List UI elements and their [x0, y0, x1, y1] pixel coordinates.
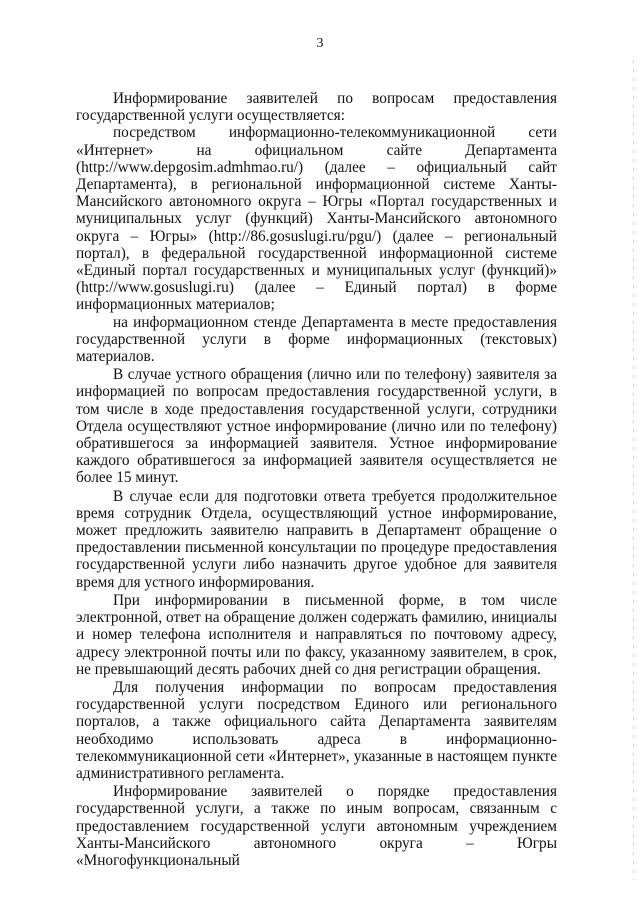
scan-edge-artifact — [633, 60, 634, 880]
paragraph-stand: на информационном стенде Департамента в месте предоставления государственной услуги в форме информационных (текстовых) материалов. — [76, 313, 557, 366]
page-number: 3 — [316, 36, 324, 51]
paragraph-long-answer: В случае если для подготовки ответа требуется продолжительное время сотрудник Отдела, осуществляющий устное информирование, может предложить заявителю направить в Департамент обращение о предоставлении письменной консультации по процедуре предоставления государственной услуги либо назначить другое удобное для заявителя время для устного информирования. — [76, 487, 557, 591]
paragraph-intro: Информирование заявителей по вопросам предоставления государственной услуги осуществляется: — [76, 90, 557, 125]
paragraph-written: При информировании в письменной форме, в том числе электронной, ответ на обращение должен содержать фамилию, инициалы и номер телефона исполнителя и направляться по почтовому адресу, адресу электронной почты или по факсу, указанному заявителем, в срок, не превышающий десять рабочих дней со дня регистрации обращения. — [76, 591, 557, 678]
document-body — [76, 90, 557, 869]
paragraph-portals: Для получения информации по вопросам предоставления государственной услуги посредством Единого или регионального порталов, а также официального сайта Департамента заявителям необходимо использовать адреса в информационно-телекоммуникационной сети «Интернет», указанные в настоящем пункте административного регламента. — [76, 678, 557, 782]
paragraph-oral: В случае устного обращения (лично или по телефону) заявителя за информацией по вопросам предоставления государственной услуги, в том числе в ходе предоставления государственной услуги, сотрудники Отдела осуществляют устное информирование (лично или по телефону) обратившегося за информацией заявителя. Устное информирование каждого обратившегося за информацией заявителя осуществляется не более 15 минут. — [76, 366, 557, 487]
paragraph-mfc: Информирование заявителей о порядке предоставления государственной услуги, а также по иным вопросам, связанным с предоставлением государственной услуги автономным учреждением Ханты-Мансийского автономного округа – Югры «Многофункциональный — [76, 783, 557, 869]
paragraph-internet: посредством информационно-телекоммуникационной сети «Интернет» на официальном сайте Департамента (http://www.depgosim.admhmao.ru/) (далее – официальный сайт Департамента), в региональной информационной системе Ханты-Мансийского автономного округа – Югры «Портал государственных и муниципальных услуг (функций) Ханты-Мансийского автономного округа – Югры» (http://86.gosuslugi.ru/pgu/) (далее – региональный портал), в федеральной государственной информационной системе «Единый портал государственных и муниципальных услуг (функций)» (http://www.gosuslugi.ru) (далее – Единый портал) в форме информационных материалов; — [76, 124, 557, 314]
